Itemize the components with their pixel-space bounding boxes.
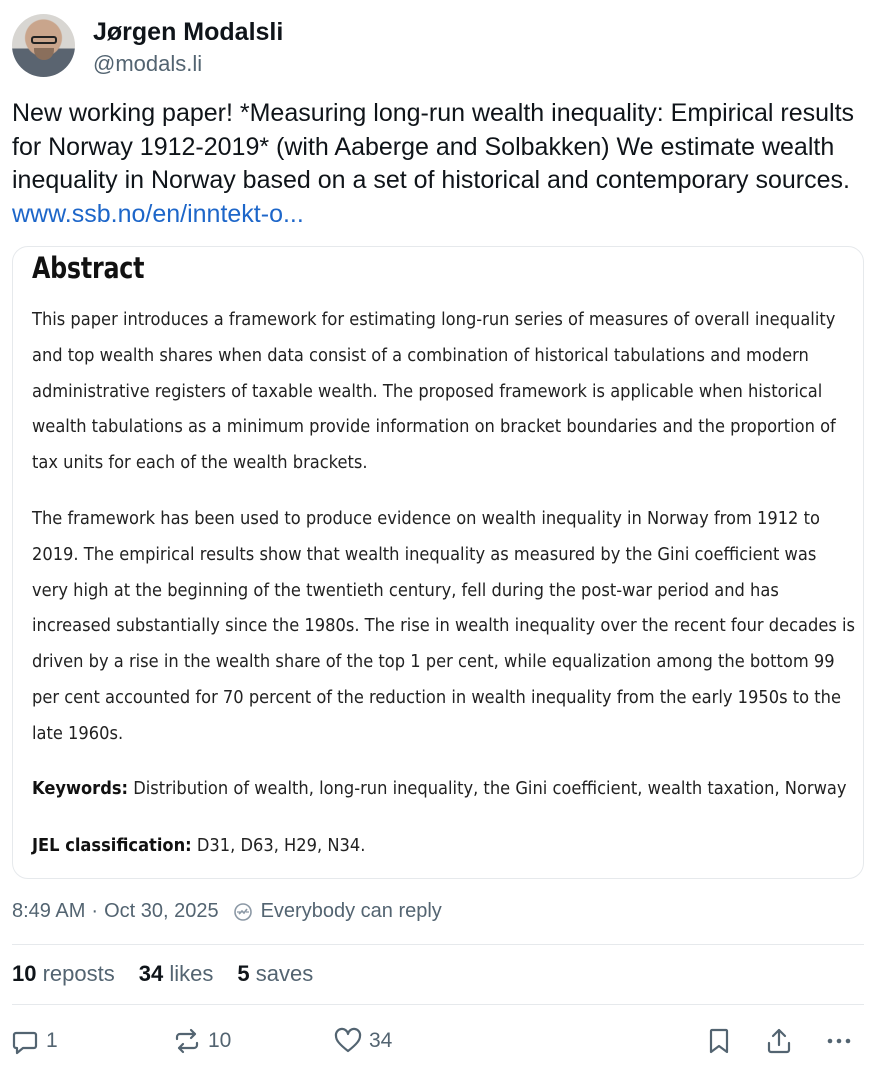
- meta-separator: ·: [91, 900, 99, 922]
- avatar-glasses: [31, 36, 57, 44]
- author-handle[interactable]: @modals.li: [93, 51, 203, 76]
- share-button[interactable]: [764, 1026, 794, 1056]
- reply-icon: [10, 1026, 40, 1056]
- reposts-label: reposts: [36, 961, 115, 986]
- repost-count: 10: [208, 1029, 232, 1052]
- jel-value: D31, D63, H29, N34.: [191, 836, 366, 856]
- more-button[interactable]: [824, 1026, 854, 1056]
- repost-button[interactable]: [172, 1026, 231, 1056]
- post-date[interactable]: Oct 30, 2025: [104, 900, 219, 922]
- likes-stat[interactable]: [139, 961, 214, 987]
- divider: [12, 1004, 864, 1005]
- saves-count: 5: [237, 961, 250, 986]
- media-image-abstract[interactable]: [12, 246, 864, 879]
- keywords-label: Keywords:: [32, 779, 129, 799]
- abstract-paragraph-2: The framework has been used to produce evidence on wealth inequality in Norway from 1912 to 2019. The empirical results show that wealth inequality as measured by the Gini coefficient was very high at the beginning of the twentieth century, fell during the post-war period and has increased substantially since the 1980s. The rise in wealth inequality over the recent four decades is driven by a rise in the wealth share of the top 1 per cent, while equalization among the bottom 99 per cent accounted for 70 percent of the reduction in wealth inequality from the early 1950s to the late 1960s.: [32, 509, 856, 744]
- reposts-stat[interactable]: [12, 961, 115, 987]
- saves-label: saves: [249, 961, 314, 986]
- post-link[interactable]: www.ssb.no/en/inntekt-o...: [12, 199, 304, 228]
- reply-button[interactable]: [10, 1026, 58, 1056]
- reply-count: 1: [46, 1029, 58, 1052]
- like-button[interactable]: [333, 1026, 392, 1056]
- engagement-stats: [12, 961, 337, 987]
- more-icon: [824, 1026, 854, 1056]
- likes-label: likes: [163, 961, 214, 986]
- reply-setting-icon: [233, 902, 253, 922]
- post-text: [12, 97, 862, 231]
- bookmark-icon: [704, 1026, 734, 1056]
- abstract-keywords: [32, 772, 855, 808]
- post-meta: [12, 900, 442, 923]
- reposts-count: 10: [12, 961, 37, 986]
- share-icon: [764, 1026, 794, 1056]
- repost-icon: [172, 1026, 202, 1056]
- abstract-paragraph-1: This paper introduces a framework for estimating long-run series of measures of overall inequality and top wealth shares when data consist of a combination of historical tabulations and modern administrative registers of taxable wealth. The proposed framework is applicable when historical wealth tabulations as a minimum provide information on bracket boundaries and the proportion of tax units for each of the wealth brackets.: [32, 310, 836, 474]
- abstract-title: Abstract: [32, 251, 145, 285]
- likes-count: 34: [138, 961, 164, 986]
- author-avatar[interactable]: [12, 14, 75, 77]
- action-bar: [0, 1022, 877, 1062]
- abstract-jel: [32, 829, 855, 865]
- post-body: New working paper! *Measuring long-run wealth inequality: Empirical results for Norway 1912-2019* (with Aaberge and Solbakken) We estimate wealth inequality in Norway based on a set of historical and contemporary sources.: [12, 99, 855, 194]
- keywords-value: Distribution of wealth, long-run inequality, the Gini coefficient, wealth taxation, Norway: [128, 779, 847, 799]
- heart-icon: [333, 1026, 363, 1056]
- jel-label: JEL classification:: [32, 836, 192, 856]
- divider: [12, 944, 864, 945]
- reply-setting[interactable]: Everybody can reply: [260, 900, 442, 922]
- like-count: 34: [369, 1029, 393, 1052]
- author-name[interactable]: Jørgen Modalsli: [93, 18, 284, 46]
- post-time[interactable]: 8:49 AM: [12, 900, 86, 922]
- bookmark-button[interactable]: [704, 1026, 734, 1056]
- avatar-beard: [34, 48, 54, 60]
- saves-stat[interactable]: [237, 961, 313, 987]
